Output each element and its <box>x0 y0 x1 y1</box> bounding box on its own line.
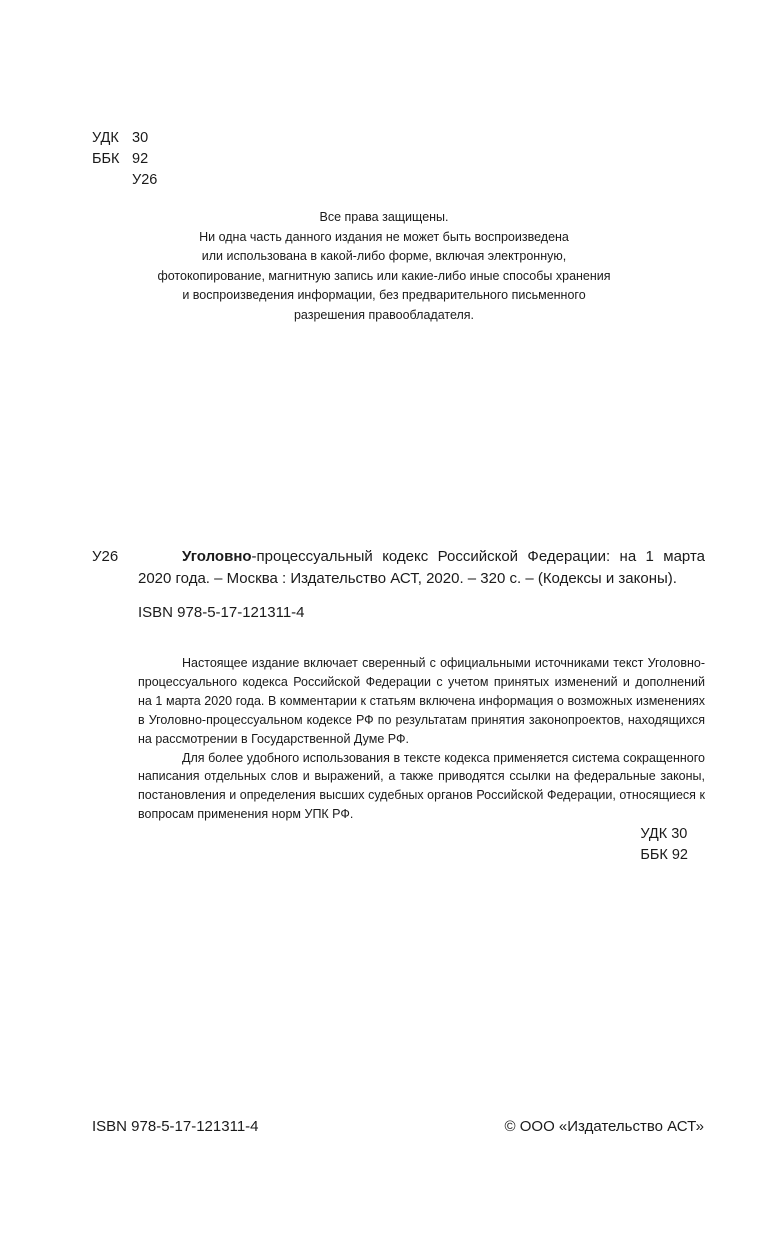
bbk-row <box>92 149 157 170</box>
rights-notice <box>120 208 648 326</box>
title-bold: Уголовно <box>182 548 252 565</box>
bbk-value: 92 <box>132 151 149 167</box>
annotation-paragraph: Настоящее издание включает сверенный с официальными источниками текст Уголовно-процессуального кодекса Российской Федерации с учетом принятых изменений и дополнений на 1 марта 2020 года. В комментарии к статьям включена информация о возможных изменениях в Уголовно-процессуальном кодексе РФ по результатам принятия законопроектов, находящихся на рассмотрении в Государственной Думе РФ. <box>138 656 705 746</box>
bibliographic-record <box>138 546 705 590</box>
rights-line: и воспроизведения информации, без предварительного письменного <box>182 288 586 303</box>
udk-right: УДК 30 <box>640 826 688 842</box>
bibliographic-text: -процессуальный кодекс Российской Федерации: на 1 марта 2020 года. – Москва : Издательство АСТ, 2020. – 320 с. – (Кодексы и законы). <box>138 548 705 587</box>
udk-value: 30 <box>132 130 149 146</box>
annotation-paragraph: Для более удобного использования в тексте кодекса применяется система сокращенного написания отдельных слов и выражений, а также приводятся ссылки на федеральные законы, постановления и определения высших судебных органов Российской Федерации, относящиеся к вопросам применения норм УПК РФ. <box>138 750 705 822</box>
bbk-right: ББК 92 <box>640 847 688 863</box>
udk-label: УДК <box>92 130 119 146</box>
rights-line: фотокопирование, магнитную запись или какие-либо иные способы хранения <box>157 268 611 283</box>
footer-isbn: ISBN 978-5-17-121311-4 <box>92 1118 259 1135</box>
bibliographic-code: У26 <box>92 548 119 565</box>
udk-row <box>92 128 157 149</box>
author-mark-row <box>92 170 157 191</box>
annotation <box>138 654 705 824</box>
footer-copyright: © ООО «Издательство АСТ» <box>504 1118 704 1135</box>
classification-right <box>640 824 688 866</box>
author-mark: У26 <box>132 172 158 188</box>
rights-line: или использована в какой-либо форме, включая электронную, <box>201 249 567 264</box>
bbk-label: ББК <box>92 151 120 167</box>
isbn-line: ISBN 978-5-17-121311-4 <box>138 604 305 621</box>
classification-block <box>92 128 157 191</box>
rights-line: разрешения правообладателя. <box>293 307 475 322</box>
rights-line: Все права защищены. <box>319 210 449 224</box>
rights-line: Ни одна часть данного издания не может быть воспроизведена <box>199 229 569 244</box>
